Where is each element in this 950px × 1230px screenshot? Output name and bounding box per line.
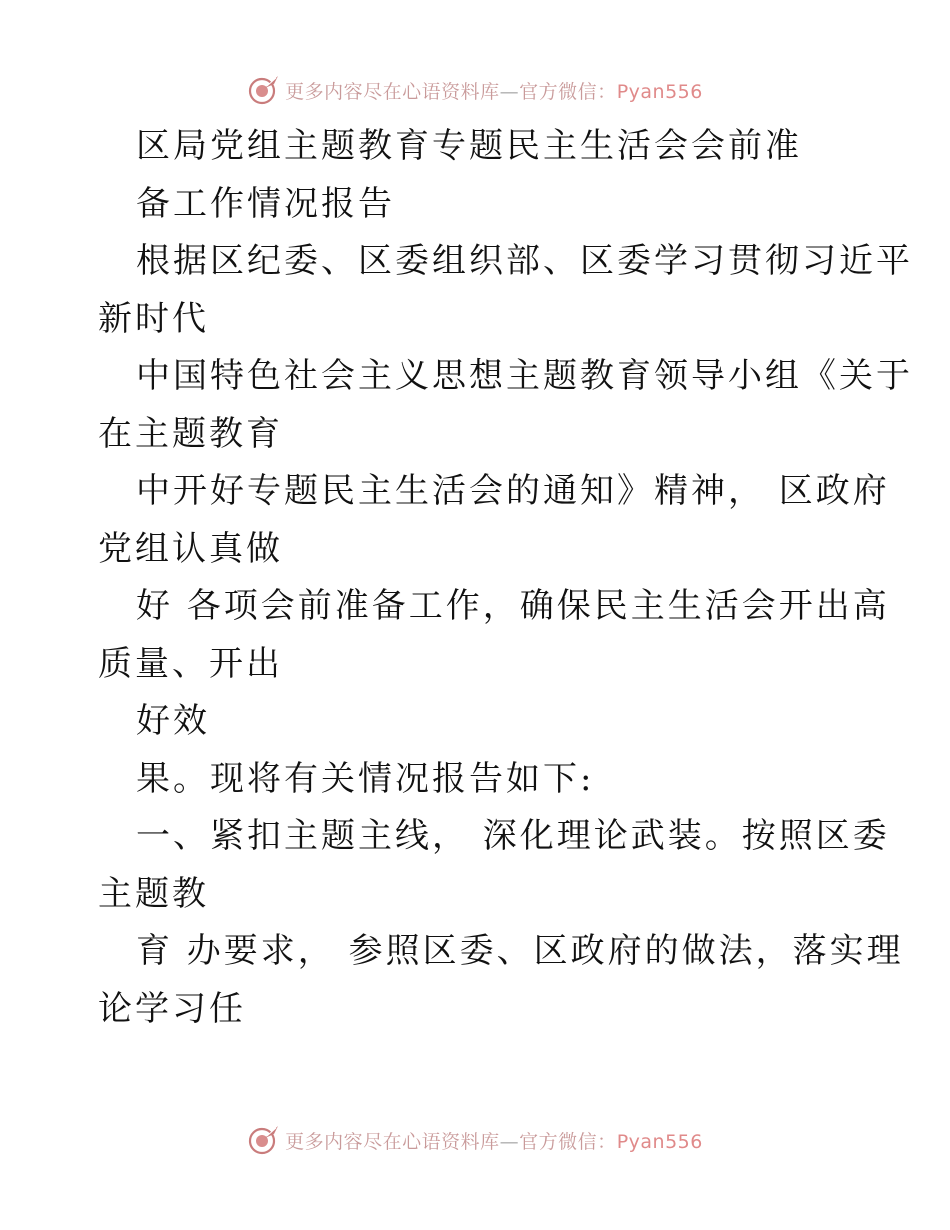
- quill-seal-icon: [247, 73, 281, 107]
- paragraph-line: 新时代: [98, 298, 209, 339]
- quill-seal-icon: [247, 1123, 281, 1157]
- paragraph-line: 质量、开出: [98, 643, 283, 684]
- paragraph-line: 中开好专题民主生活会的通知》精神， 区政府: [136, 471, 890, 511]
- paragraph-line: 论学习任: [98, 988, 246, 1029]
- header-watermark: [0, 70, 950, 110]
- document-body: [98, 118, 913, 1038]
- paragraph-line: 好效: [136, 701, 210, 741]
- paragraph-line: 根据区纪委、区委组织部、区委学习贯彻习近平: [136, 241, 913, 281]
- paragraph-line: 果。现将有关情况报告如下:: [136, 758, 595, 799]
- paragraph-line: 在主题教育: [98, 413, 283, 454]
- watermark-text: 更多内容尽在心语资料库—官方微信：Pyan556: [285, 80, 703, 103]
- paragraph-line: 主题教: [98, 873, 209, 914]
- section-heading-line: 一、紧扣主题主线， 深化理论武装。按照区委: [136, 816, 890, 856]
- paragraph-line: 育 办要求， 参照区委、区政府的做法，落实理: [136, 931, 904, 971]
- title-line-1: 区局党组主题教育专题民主生活会会前准: [136, 126, 802, 166]
- footer-watermark: [0, 1120, 950, 1160]
- watermark-text: 更多内容尽在心语资料库—官方微信：Pyan556: [285, 1130, 703, 1153]
- paragraph-line: 好 各项会前准备工作，确保民主生活会开出高: [136, 586, 890, 626]
- paragraph-line: 党组认真做: [98, 528, 283, 569]
- paragraph-line: 中国特色社会主义思想主题教育领导小组《关于: [136, 356, 913, 396]
- title-line-2: 备工作情况报告: [136, 183, 395, 224]
